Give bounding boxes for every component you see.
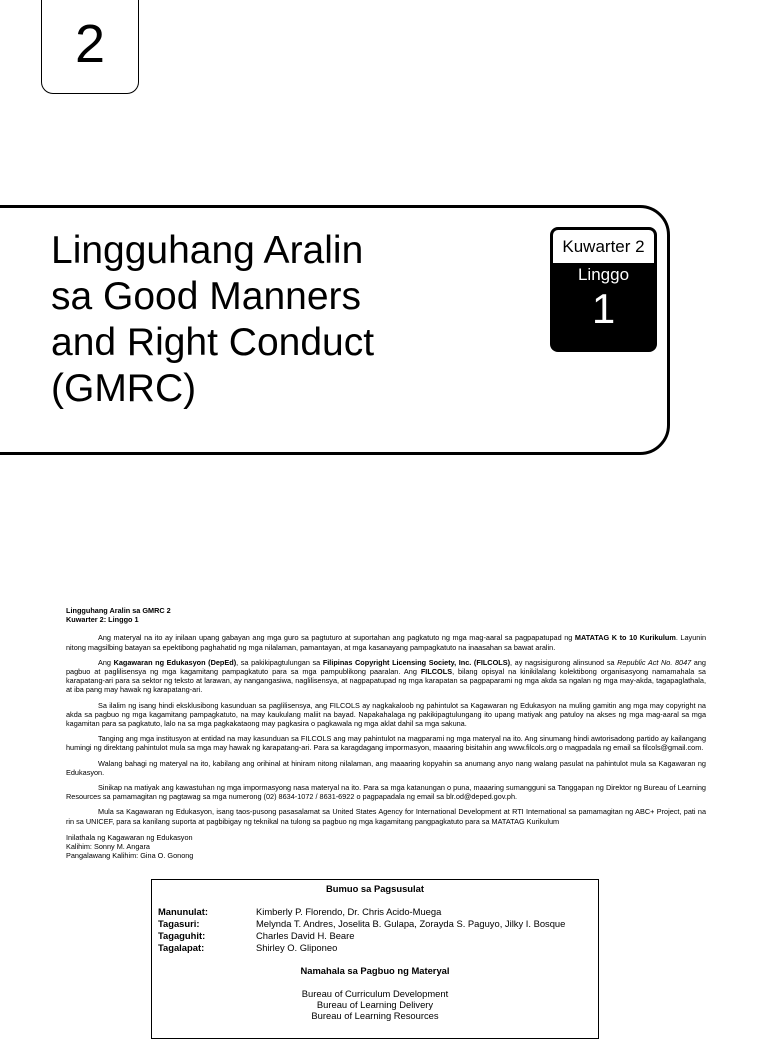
undersecretary: Pangalawang Kalihim: Gina O. Gonong bbox=[66, 851, 194, 861]
credit-names: Melynda T. Andres, Joselita B. Gulapa, Zorayda S. Paguyo, Jilky I. Bosque bbox=[256, 918, 566, 929]
publisher-info bbox=[66, 833, 706, 861]
quarter-label: Kuwarter 2 bbox=[553, 230, 654, 263]
title-line-1: Lingguhang Aralin bbox=[51, 229, 364, 272]
title-line-3: and Right Conduct bbox=[51, 321, 375, 364]
bureau-item: Bureau of Learning Delivery bbox=[316, 999, 434, 1010]
management-heading: Namahala sa Pagbuo ng Materyal bbox=[300, 965, 450, 976]
credit-names: Shirley O. Gliponeo bbox=[256, 942, 338, 953]
published-by: Inilathala ng Kagawaran ng Edukasyon bbox=[66, 832, 193, 842]
credit-names: Charles David H. Beare bbox=[256, 930, 355, 941]
notice-header-line-2: Kuwarter 2: Linggo 1 bbox=[66, 615, 139, 625]
copyright-notice bbox=[66, 606, 706, 860]
bureau-item: Bureau of Curriculum Development bbox=[301, 988, 449, 999]
week-number: 1 bbox=[591, 285, 616, 332]
title-line-2: sa Good Manners bbox=[51, 275, 362, 318]
notice-paragraph-3: Sa ilalim ng isang hindi eksklusibong kasunduan sa paglilisensya, ang FILCOLS ay nagkakaloob ng pahintulot sa Kagawaran ng Edukasyon na muling gamitin ang mga may copyright na akda sa pagbuo ng mga kagamitang pampagkatuto, na may kaukulang maliit na bayad. Napakahalaga ng pakikipagtulungang ito upang matiyak ang patuloy na akses ng mga mag-aaral sa mga kagamitan para sa pagkatuto, lalo na sa mga pagkakataong may pagkasira o pagkawala ng mga aklat dahil sa mga sakuna. bbox=[66, 700, 706, 729]
notice-header-line-1: Lingguhang Aralin sa GMRC 2 bbox=[66, 606, 171, 615]
credit-names: Kimberly P. Florendo, Dr. Chris Acido-Muega bbox=[256, 906, 442, 917]
secretary: Kalihim: Sonny M. Angara bbox=[66, 842, 150, 852]
notice-paragraph-7: Mula sa Kagawaran ng Edukasyon, isang taos-pusong pasasalamat sa United States Agency for International Development at RTI International sa pamamagitan ng ABC+ Project, pati na rin sa UNICEF, para sa kanilang suporta at pagbibigay ng teknikal na tulong sa pagbuo ng mga kagamitang pangpagkatuto para sa MATATAG Kurikulum bbox=[66, 807, 706, 826]
title-line-4: (GMRC) bbox=[51, 367, 197, 410]
quarter-week-badge bbox=[550, 227, 657, 352]
notice-paragraph-4: Tanging ang mga institusyon at entidad na may kasunduan sa FILCOLS ang may pahintulot na magparami ng mga materyal na ito. Ang sinumang hindi awtorisadong partido ay kailangang humingi ng direktang pahintulot mula sa mga may hawak ng karapatang-ari. Para sa karagdagang impormasyon, maaaring bisitahin ang www.filcols.org o magpadala ng email sa filcols@gmail.com. bbox=[66, 734, 706, 753]
notice-paragraph-2: Ang Kagawaran ng Edukasyon (DepEd), sa pakikipagtulungan sa Filipinas Copyright Licensing Society, Inc. (FILCOLS), ay nagsisigurong alinsunod sa Republic Act No. 8047 ang pagbuo at paglilisensya ng mga kagamitang pampagkatuto para sa mga pampublikong paaralan. Ang FILCOLS, bilang opisyal na kinikilalang kolektibong organisasyong namamahala sa karapatang-ari para sa sektor ng teksto at larawan, ay nangangasiwa, naglilisensya, at nagpapatupad ng mga karapatan sa pagpaparami ng mga akda sa ngalan ng mga may-akda, tagapaglathala, at iba pang may hawak ng karapatang-ari. bbox=[66, 657, 706, 695]
credit-role: Tagalapat: bbox=[158, 942, 205, 953]
credit-role: Tagaguhit: bbox=[158, 930, 206, 941]
credits-heading: Bumuo sa Pagsusulat bbox=[326, 883, 424, 894]
notice-paragraph-6: Sinikap na matiyak ang kawastuhan ng mga impormasyong nasa materyal na ito. Para sa mga katanungan o puna, maaaring sumangguni sa Tanggapan ng Direktor ng Bureau of Learning Resources sa pamamagitan ng pagtawag sa mga numerong (02) 8634-1072 / 8631-6922 o pagpapadala ng email sa blr.od@deped.gov.ph. bbox=[66, 783, 706, 802]
notice-paragraph-1: Ang materyal na ito ay inilaan upang gabayan ang mga guro sa pagtuturo at suportahan ang pagkatuto ng mga mag-aaral sa pagpapatupad ng MATATAG K to 10 Kurikulum. Layunin nitong magsilbing batayan sa epektibong paghahatid ng mga nilalaman, pamantayan, at mga kasanayang pampagkatuto na inaasahan sa bawat aralin. bbox=[66, 633, 706, 652]
grade-number: 2 bbox=[74, 14, 106, 74]
week-label: Linggo bbox=[577, 265, 630, 284]
document-title bbox=[51, 228, 521, 412]
credit-row bbox=[158, 906, 594, 918]
bureau-item: Bureau of Learning Resources bbox=[311, 1010, 439, 1021]
credit-row bbox=[158, 918, 594, 930]
credit-role: Manunulat: bbox=[158, 906, 208, 917]
grade-badge bbox=[41, 0, 139, 94]
credit-row bbox=[158, 930, 594, 942]
credit-row bbox=[158, 942, 594, 954]
credits-box bbox=[151, 879, 599, 1039]
notice-paragraph-5: Walang bahagi ng materyal na ito, kabilang ang orihinal at hiniram nitong nilalaman, ang maaaring kopyahin sa anumang anyo nang walang pasulat na pahintulot mula sa Kagawaran ng Edukasyon. bbox=[66, 758, 706, 777]
credit-role: Tagasuri: bbox=[158, 918, 200, 929]
